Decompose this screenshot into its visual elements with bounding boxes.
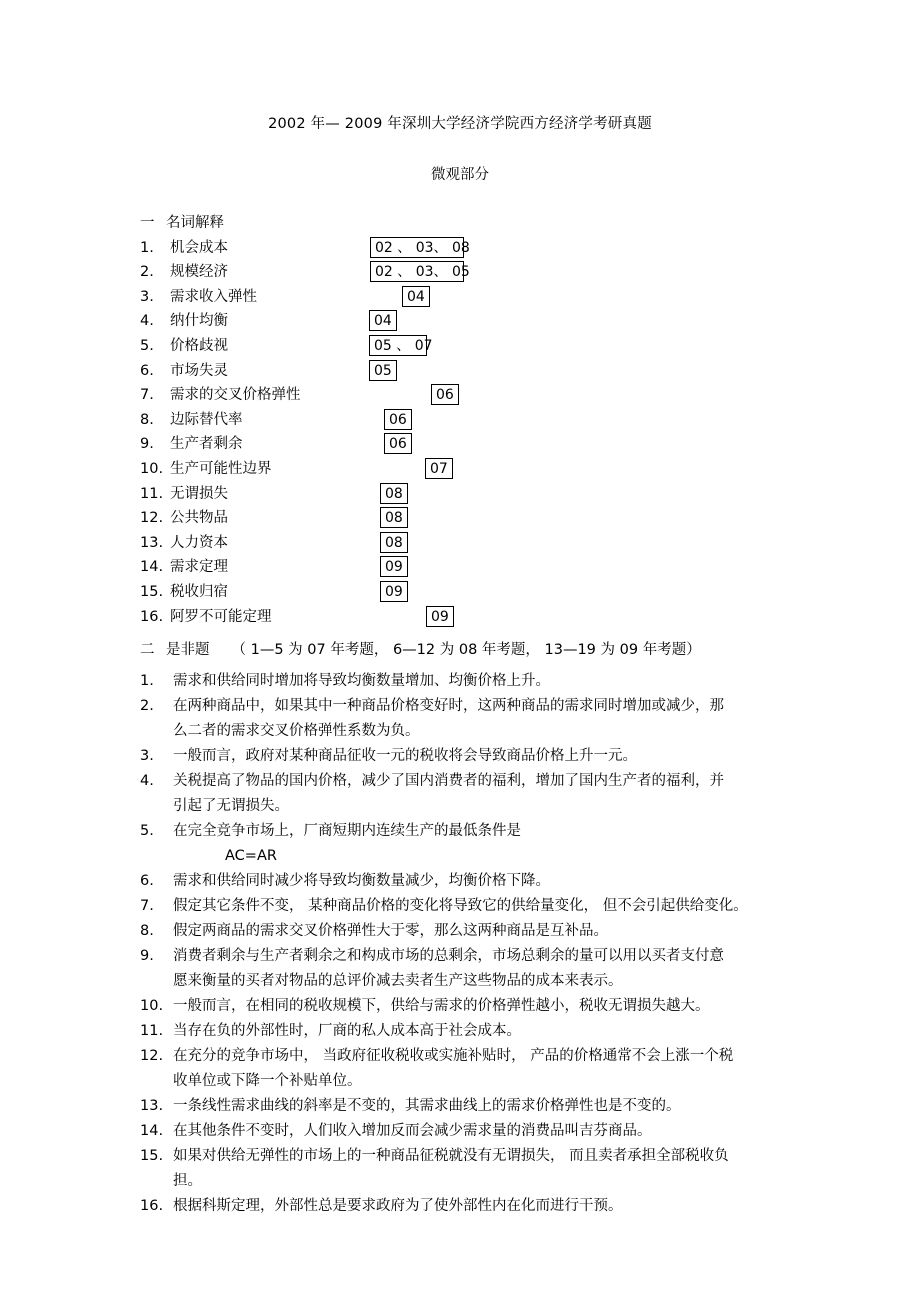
exam-year-annotation: 05 xyxy=(369,360,397,381)
true-false-row xyxy=(140,1019,850,1044)
term-index: 16. xyxy=(140,608,164,625)
true-false-row xyxy=(140,1094,850,1119)
section-two-note: （ 1—5 为 07 年考题， 6—12 为 08 年考题， 13—19 为 09 年考题） xyxy=(231,642,701,658)
term-index: 6. xyxy=(140,362,154,379)
true-false-line: 假定两商品的需求交叉价格弹性大于零，那么这两种商品是互补品。 xyxy=(173,923,608,939)
term-row xyxy=(140,334,840,359)
term-label: 需求收入弹性 xyxy=(170,288,257,305)
document-subtitle: 微观部分 xyxy=(431,167,489,183)
term-row xyxy=(140,309,840,334)
true-false-line: 关税提高了物品的国内价格，减少了国内消费者的福利，增加了国内生产者的福利，并 xyxy=(173,773,724,789)
true-false-list xyxy=(140,669,850,1219)
term-index: 15. xyxy=(140,583,164,600)
term-index: 9. xyxy=(140,436,154,453)
true-false-line: 消费者剩余与生产者剩余之和构成市场的总剩余，市场总剩余的量可以用以买者支付意 xyxy=(173,948,724,964)
true-false-index: 10. xyxy=(140,998,164,1014)
term-list xyxy=(140,236,840,630)
term-row xyxy=(140,285,840,310)
exam-year-annotation: 09 xyxy=(380,556,408,577)
true-false-line: 一般而言，政府对某种商品征收一元的税收将会导致商品价格上升一元。 xyxy=(173,748,637,764)
term-label: 生产者剩余 xyxy=(170,436,243,453)
term-row xyxy=(140,383,840,408)
true-false-index: 11. xyxy=(140,1023,164,1039)
true-false-row xyxy=(140,1144,850,1194)
true-false-line: 一般而言，在相同的税收规模下，供给与需求的价格弹性越小，税收无谓损失越大。 xyxy=(173,998,710,1014)
true-false-index: 12. xyxy=(140,1048,164,1064)
true-false-index: 7. xyxy=(140,898,154,914)
exam-year-annotation: 05 、 07 xyxy=(369,335,427,356)
true-false-row xyxy=(140,1119,850,1144)
term-index: 3. xyxy=(140,288,154,305)
true-false-line: 需求和供给同时增加将导致均衡数量增加、均衡价格上升。 xyxy=(173,673,550,689)
exam-year-annotation: 06 xyxy=(384,433,412,454)
true-false-row xyxy=(140,694,850,744)
term-label: 阿罗不可能定理 xyxy=(170,608,272,625)
section-two xyxy=(140,638,850,1219)
term-index: 13. xyxy=(140,534,164,551)
exam-year-annotation: 06 xyxy=(384,409,412,430)
true-false-line: 在两种商品中，如果其中一种商品价格变好时，这两种商品的需求同时增加或减少，那 xyxy=(173,698,724,714)
term-label: 边际替代率 xyxy=(170,411,243,428)
true-false-line: 根据科斯定理，外部性总是要求政府为了使外部性内在化而进行干预。 xyxy=(173,1198,623,1214)
true-false-line: 在其他条件不变时，人们收入增加反而会减少需求量的消费品叫吉芬商品。 xyxy=(173,1123,652,1139)
true-false-index: 6. xyxy=(140,873,154,889)
true-false-row xyxy=(140,1044,850,1094)
exam-year-annotation: 09 xyxy=(426,606,454,627)
true-false-row xyxy=(140,1194,850,1219)
exam-year-annotation: 08 xyxy=(380,483,408,504)
term-row xyxy=(140,432,840,457)
term-index: 2. xyxy=(140,264,154,281)
term-index: 8. xyxy=(140,411,154,428)
term-label: 价格歧视 xyxy=(170,337,228,354)
true-false-line: 引起了无谓损失。 xyxy=(173,798,289,814)
exam-year-annotation: 07 xyxy=(425,458,453,479)
exam-year-annotation: 02 、 03、 08 xyxy=(370,237,464,258)
true-false-row xyxy=(140,669,850,694)
document-title: 2002 年— 2009 年深圳大学经济学院西方经济学考研真题 xyxy=(268,116,652,132)
term-row xyxy=(140,605,840,630)
true-false-row xyxy=(140,869,850,894)
true-false-line: 么二者的需求交叉价格弹性系数为负。 xyxy=(173,723,420,739)
exam-year-annotation: 08 xyxy=(380,507,408,528)
section-two-marker: 二 xyxy=(140,642,155,658)
section-one-marker: 一 xyxy=(140,215,155,231)
true-false-row xyxy=(140,994,850,1019)
term-label: 人力资本 xyxy=(170,534,228,551)
term-index: 1. xyxy=(140,239,154,256)
true-false-line: 需求和供给同时减少将导致均衡数量减少，均衡价格下降。 xyxy=(173,873,550,889)
section-two-heading-text: 是非题 xyxy=(166,642,210,658)
term-row xyxy=(140,555,840,580)
exam-year-annotation: 04 xyxy=(369,310,397,331)
term-label: 生产可能性边界 xyxy=(170,460,272,477)
true-false-index: 5. xyxy=(140,823,154,839)
true-false-line: 一条线性需求曲线的斜率是不变的，其需求曲线上的需求价格弹性也是不变的。 xyxy=(173,1098,681,1114)
true-false-line: 如果对供给无弹性的市场上的一种商品征税就没有无谓损失， 而且卖者承担全部税收负 xyxy=(173,1148,729,1164)
term-label: 税收归宿 xyxy=(170,583,228,600)
true-false-line: 假定其它条件不变， 某种商品价格的变化将导致它的供给量变化， 但不会引起供给变化。 xyxy=(173,898,748,914)
true-false-index: 8. xyxy=(140,923,154,939)
exam-year-annotation: 08 xyxy=(380,532,408,553)
true-false-index: 13. xyxy=(140,1098,164,1114)
term-row xyxy=(140,236,840,261)
term-row xyxy=(140,359,840,384)
term-row xyxy=(140,408,840,433)
true-false-index: 1. xyxy=(140,673,154,689)
term-label: 纳什均衡 xyxy=(170,313,228,330)
true-false-index: 4. xyxy=(140,773,154,789)
true-false-index: 15. xyxy=(140,1148,164,1164)
section-one-heading-text: 名词解释 xyxy=(166,215,224,231)
term-label: 公共物品 xyxy=(170,510,228,527)
true-false-index: 3. xyxy=(140,748,154,764)
true-false-line: 愿来衡量的买者对物品的总评价减去卖者生产这些物品的成本来表示。 xyxy=(173,973,623,989)
term-row xyxy=(140,531,840,556)
term-index: 5. xyxy=(140,337,154,354)
section-one xyxy=(140,211,840,629)
true-false-index: 16. xyxy=(140,1198,164,1214)
true-false-line: 在完全竞争市场上，厂商短期内连续生产的最低条件是 xyxy=(173,823,521,839)
true-false-index: 14. xyxy=(140,1123,164,1139)
true-false-row xyxy=(140,744,850,769)
true-false-row xyxy=(140,819,850,869)
term-index: 11. xyxy=(140,485,164,502)
term-index: 12. xyxy=(140,510,164,527)
true-false-line: 在充分的竞争市场中， 当政府征收税收或实施补贴时， 产品的价格通常不会上涨一个税 xyxy=(173,1048,734,1064)
true-false-row xyxy=(140,919,850,944)
true-false-line: 担。 xyxy=(173,1173,202,1189)
exam-year-annotation: 09 xyxy=(380,581,408,602)
term-label: 机会成本 xyxy=(170,239,228,256)
term-label: 市场失灵 xyxy=(170,362,228,379)
true-false-row xyxy=(140,769,850,819)
true-false-row xyxy=(140,894,850,919)
term-row xyxy=(140,580,840,605)
true-false-line: 当存在负的外部性时，厂商的私人成本高于社会成本。 xyxy=(173,1023,521,1039)
term-row xyxy=(140,482,840,507)
true-false-row xyxy=(140,944,850,994)
term-index: 14. xyxy=(140,559,164,576)
term-row xyxy=(140,260,840,285)
term-row xyxy=(140,457,840,482)
term-index: 10. xyxy=(140,460,164,477)
true-false-line: 收单位或下降一个补贴单位。 xyxy=(173,1073,362,1089)
exam-year-annotation: 02 、 03、 05 xyxy=(370,261,464,282)
term-label: 无谓损失 xyxy=(170,485,228,502)
exam-year-annotation: 06 xyxy=(431,384,459,405)
term-label: 需求的交叉价格弹性 xyxy=(170,387,301,404)
true-false-index: 9. xyxy=(140,948,154,964)
term-label: 需求定理 xyxy=(170,559,228,576)
section-one-heading xyxy=(140,211,840,236)
section-two-heading xyxy=(140,638,850,663)
exam-year-annotation: 04 xyxy=(402,286,430,307)
term-index: 4. xyxy=(140,313,154,330)
term-index: 7. xyxy=(140,387,154,404)
term-label: 规模经济 xyxy=(170,264,228,281)
true-false-index: 2. xyxy=(140,698,154,714)
term-row xyxy=(140,506,840,531)
formula-text: AC=AR xyxy=(225,848,277,864)
